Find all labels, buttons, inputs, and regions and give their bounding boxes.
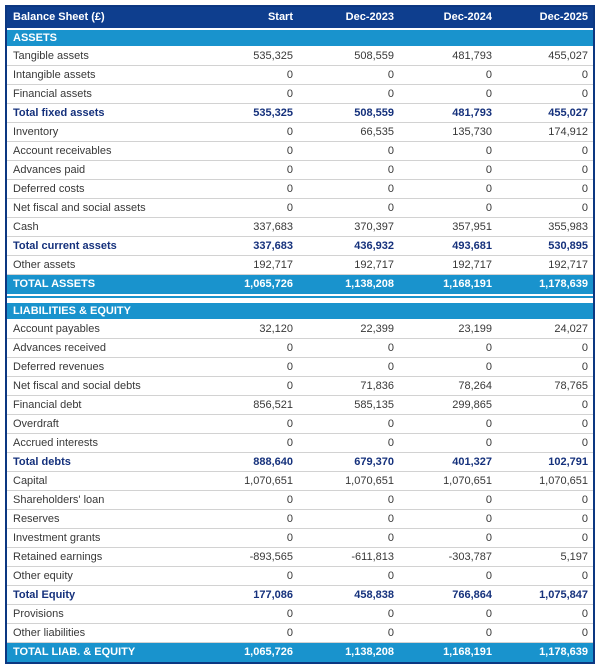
row-label: Financial assets bbox=[13, 88, 92, 100]
row-label: Tangible assets bbox=[13, 50, 89, 62]
cell-value-start: 0 bbox=[286, 164, 293, 176]
subtotal-row bbox=[7, 104, 593, 123]
cell-value-start: 337,683 bbox=[253, 221, 293, 233]
cell-value-dec-2024: 0 bbox=[485, 570, 492, 582]
cell-value-dec-2023: 0 bbox=[387, 69, 394, 81]
row-label: Reserves bbox=[13, 513, 60, 525]
cell-value-dec-2025: 0 bbox=[581, 361, 588, 373]
table-row bbox=[7, 548, 593, 567]
cell-value-dec-2025: 192,717 bbox=[548, 259, 588, 271]
cell-value-dec-2025: 0 bbox=[581, 627, 588, 639]
table-row bbox=[7, 320, 593, 339]
column-header-dec-2024: Dec-2024 bbox=[443, 12, 492, 23]
table-row bbox=[7, 142, 593, 161]
cell-value-dec-2023: 0 bbox=[387, 570, 394, 582]
cell-value-dec-2023: 508,559 bbox=[354, 107, 394, 119]
grand-total-row bbox=[7, 643, 593, 662]
table-title: Balance Sheet (£) bbox=[13, 12, 105, 23]
cell-value-start: 0 bbox=[286, 532, 293, 544]
cell-value-dec-2024: 766,864 bbox=[452, 589, 492, 601]
table-row bbox=[7, 358, 593, 377]
cell-value-dec-2024: 0 bbox=[485, 494, 492, 506]
table-header-row bbox=[7, 7, 593, 28]
cell-value-dec-2024: 23,199 bbox=[458, 323, 492, 335]
cell-value-dec-2024: 0 bbox=[485, 361, 492, 373]
cell-value-dec-2023: 0 bbox=[387, 88, 394, 100]
row-label: Deferred revenues bbox=[13, 361, 105, 373]
row-label: Other equity bbox=[13, 570, 73, 582]
subtotal-row bbox=[7, 586, 593, 605]
cell-value-dec-2024: 0 bbox=[485, 69, 492, 81]
row-label: Accrued interests bbox=[13, 437, 98, 449]
cell-value-dec-2025: 0 bbox=[581, 202, 588, 214]
cell-value-dec-2024: 135,730 bbox=[452, 126, 492, 138]
cell-value-dec-2023: 0 bbox=[387, 437, 394, 449]
cell-value-dec-2025: 0 bbox=[581, 399, 588, 411]
cell-value-dec-2025: 1,178,639 bbox=[539, 647, 588, 658]
cell-value-dec-2023: 0 bbox=[387, 202, 394, 214]
cell-value-dec-2023: 71,836 bbox=[360, 380, 394, 392]
cell-value-start: 535,325 bbox=[253, 50, 293, 62]
cell-value-start: 856,521 bbox=[253, 399, 293, 411]
cell-value-dec-2025: 5,197 bbox=[560, 551, 588, 563]
cell-value-dec-2023: -611,813 bbox=[351, 551, 394, 563]
row-label: Advances paid bbox=[13, 164, 86, 176]
row-label: Other liabilities bbox=[13, 627, 86, 639]
cell-value-start: 0 bbox=[286, 494, 293, 506]
section-header-row bbox=[7, 303, 593, 319]
cell-value-dec-2023: 585,135 bbox=[354, 399, 394, 411]
row-label: Inventory bbox=[13, 126, 59, 138]
cell-value-dec-2024: 299,865 bbox=[452, 399, 492, 411]
cell-value-dec-2024: 1,168,191 bbox=[443, 647, 492, 658]
cell-value-dec-2025: 0 bbox=[581, 183, 588, 195]
table-row bbox=[7, 256, 593, 275]
table-row bbox=[7, 415, 593, 434]
cell-value-start: 888,640 bbox=[253, 456, 293, 468]
cell-value-start: 0 bbox=[286, 88, 293, 100]
row-label: Overdraft bbox=[13, 418, 59, 430]
cell-value-dec-2025: 0 bbox=[581, 145, 588, 157]
cell-value-dec-2023: 0 bbox=[387, 164, 394, 176]
cell-value-dec-2023: 0 bbox=[387, 494, 394, 506]
row-label: Net fiscal and social debts bbox=[13, 380, 141, 392]
cell-value-dec-2024: 481,793 bbox=[452, 107, 492, 119]
cell-value-start: 0 bbox=[286, 69, 293, 81]
cell-value-dec-2025: 0 bbox=[581, 164, 588, 176]
table-row bbox=[7, 199, 593, 218]
table-row bbox=[7, 624, 593, 643]
table-row bbox=[7, 434, 593, 453]
table-row bbox=[7, 180, 593, 199]
cell-value-dec-2023: 508,559 bbox=[354, 50, 394, 62]
cell-value-start: 0 bbox=[286, 202, 293, 214]
cell-value-dec-2024: 0 bbox=[485, 608, 492, 620]
cell-value-dec-2025: 24,027 bbox=[554, 323, 588, 335]
cell-value-start: 0 bbox=[286, 418, 293, 430]
cell-value-dec-2024: 357,951 bbox=[452, 221, 492, 233]
cell-value-dec-2024: 78,264 bbox=[458, 380, 492, 392]
row-label: Financial debt bbox=[13, 399, 82, 411]
column-header-start: Start bbox=[267, 12, 293, 23]
table-row bbox=[7, 47, 593, 66]
cell-value-start: 1,065,726 bbox=[244, 279, 293, 290]
cell-value-dec-2024: 0 bbox=[485, 513, 492, 525]
cell-value-dec-2024: 481,793 bbox=[452, 50, 492, 62]
row-label: ASSETS bbox=[13, 32, 58, 44]
table-row bbox=[7, 66, 593, 85]
cell-value-start: 0 bbox=[286, 145, 293, 157]
row-label: TOTAL ASSETS bbox=[13, 279, 96, 290]
cell-value-dec-2024: 0 bbox=[485, 145, 492, 157]
cell-value-dec-2025: 0 bbox=[581, 437, 588, 449]
cell-value-start: 0 bbox=[286, 608, 293, 620]
table-row bbox=[7, 161, 593, 180]
cell-value-dec-2025: 0 bbox=[581, 418, 588, 430]
cell-value-dec-2025: 1,075,847 bbox=[539, 589, 588, 601]
cell-value-dec-2025: 0 bbox=[581, 494, 588, 506]
row-label: Total fixed assets bbox=[13, 107, 105, 119]
cell-value-dec-2023: 0 bbox=[387, 513, 394, 525]
row-label: Capital bbox=[13, 475, 48, 487]
table-row bbox=[7, 605, 593, 624]
cell-value-dec-2024: 493,681 bbox=[452, 240, 492, 252]
column-header-dec-2023: Dec-2023 bbox=[345, 12, 394, 23]
cell-value-start: 0 bbox=[286, 361, 293, 373]
cell-value-start: 0 bbox=[286, 627, 293, 639]
cell-value-dec-2024: 192,717 bbox=[452, 259, 492, 271]
cell-value-dec-2024: 401,327 bbox=[452, 456, 492, 468]
cell-value-dec-2024: 0 bbox=[485, 342, 492, 354]
row-label: Other assets bbox=[13, 259, 76, 271]
cell-value-dec-2023: 0 bbox=[387, 418, 394, 430]
table-row bbox=[7, 510, 593, 529]
cell-value-dec-2025: 102,791 bbox=[548, 456, 588, 468]
cell-value-start: 177,086 bbox=[253, 589, 293, 601]
cell-value-start: 1,070,651 bbox=[244, 475, 293, 487]
cell-value-dec-2023: 0 bbox=[387, 183, 394, 195]
cell-value-dec-2023: 679,370 bbox=[354, 456, 394, 468]
section-header-row bbox=[7, 30, 593, 46]
cell-value-dec-2025: 0 bbox=[581, 570, 588, 582]
cell-value-dec-2024: 0 bbox=[485, 418, 492, 430]
cell-value-dec-2025: 1,178,639 bbox=[539, 279, 588, 290]
table-row bbox=[7, 339, 593, 358]
table-row bbox=[7, 85, 593, 104]
row-label: Investment grants bbox=[13, 532, 101, 544]
cell-value-dec-2023: 0 bbox=[387, 627, 394, 639]
cell-value-dec-2023: 22,399 bbox=[360, 323, 394, 335]
cell-value-dec-2023: 66,535 bbox=[360, 126, 394, 138]
cell-value-start: 0 bbox=[286, 342, 293, 354]
cell-value-dec-2023: 0 bbox=[387, 145, 394, 157]
cell-value-dec-2023: 1,070,651 bbox=[345, 475, 394, 487]
cell-value-dec-2025: 174,912 bbox=[548, 126, 588, 138]
row-label: Retained earnings bbox=[13, 551, 103, 563]
cell-value-dec-2024: 0 bbox=[485, 183, 492, 195]
row-label: Provisions bbox=[13, 608, 64, 620]
cell-value-dec-2023: 192,717 bbox=[354, 259, 394, 271]
row-label: Net fiscal and social assets bbox=[13, 202, 146, 214]
row-label: TOTAL LIAB. & EQUITY bbox=[13, 647, 136, 658]
cell-value-dec-2023: 0 bbox=[387, 608, 394, 620]
cell-value-start: 337,683 bbox=[253, 240, 293, 252]
cell-value-dec-2025: 0 bbox=[581, 69, 588, 81]
row-label: Total Equity bbox=[13, 589, 76, 601]
cell-value-start: 0 bbox=[286, 570, 293, 582]
row-label: Total debts bbox=[13, 456, 71, 468]
table-row bbox=[7, 123, 593, 142]
cell-value-dec-2023: 458,838 bbox=[354, 589, 394, 601]
column-header-dec-2025: Dec-2025 bbox=[539, 12, 588, 23]
cell-value-start: 1,065,726 bbox=[244, 647, 293, 658]
subtotal-row bbox=[7, 453, 593, 472]
grand-total-row bbox=[7, 275, 593, 294]
table-row bbox=[7, 491, 593, 510]
row-label: Shareholders' loan bbox=[13, 494, 105, 506]
cell-value-start: 0 bbox=[286, 183, 293, 195]
cell-value-dec-2023: 0 bbox=[387, 361, 394, 373]
cell-value-dec-2025: 0 bbox=[581, 532, 588, 544]
cell-value-dec-2025: 1,070,651 bbox=[539, 475, 588, 487]
section-gap bbox=[7, 294, 593, 303]
cell-value-dec-2025: 0 bbox=[581, 608, 588, 620]
table-row bbox=[7, 218, 593, 237]
cell-value-dec-2025: 530,895 bbox=[548, 240, 588, 252]
cell-value-dec-2023: 0 bbox=[387, 532, 394, 544]
cell-value-dec-2023: 370,397 bbox=[354, 221, 394, 233]
cell-value-dec-2023: 436,932 bbox=[354, 240, 394, 252]
cell-value-dec-2023: 0 bbox=[387, 342, 394, 354]
row-label: Cash bbox=[13, 221, 39, 233]
cell-value-dec-2024: 0 bbox=[485, 532, 492, 544]
table-row bbox=[7, 377, 593, 396]
cell-value-dec-2024: 0 bbox=[485, 202, 492, 214]
cell-value-dec-2025: 0 bbox=[581, 342, 588, 354]
cell-value-dec-2025: 455,027 bbox=[548, 107, 588, 119]
cell-value-dec-2025: 0 bbox=[581, 88, 588, 100]
cell-value-dec-2024: -303,787 bbox=[448, 551, 492, 563]
cell-value-start: -893,565 bbox=[249, 551, 293, 563]
cell-value-dec-2025: 78,765 bbox=[554, 380, 588, 392]
row-label: Account payables bbox=[13, 323, 100, 335]
cell-value-start: 192,717 bbox=[253, 259, 293, 271]
table-row bbox=[7, 472, 593, 491]
cell-value-dec-2024: 0 bbox=[485, 164, 492, 176]
cell-value-start: 535,325 bbox=[253, 107, 293, 119]
table-row bbox=[7, 529, 593, 548]
cell-value-dec-2025: 0 bbox=[581, 513, 588, 525]
cell-value-start: 0 bbox=[286, 437, 293, 449]
row-label: Account receivables bbox=[13, 145, 112, 157]
row-label: Deferred costs bbox=[13, 183, 85, 195]
cell-value-dec-2024: 0 bbox=[485, 437, 492, 449]
balance-sheet-table bbox=[5, 5, 595, 664]
row-label: Total current assets bbox=[13, 240, 117, 252]
cell-value-dec-2024: 1,070,651 bbox=[443, 475, 492, 487]
subtotal-row bbox=[7, 237, 593, 256]
cell-value-dec-2024: 0 bbox=[485, 627, 492, 639]
cell-value-dec-2025: 455,027 bbox=[548, 50, 588, 62]
cell-value-start: 0 bbox=[286, 126, 293, 138]
cell-value-dec-2023: 1,138,208 bbox=[345, 647, 394, 658]
cell-value-start: 32,120 bbox=[259, 323, 293, 335]
row-label: Intangible assets bbox=[13, 69, 96, 81]
table-row bbox=[7, 396, 593, 415]
cell-value-start: 0 bbox=[286, 380, 293, 392]
cell-value-dec-2023: 1,138,208 bbox=[345, 279, 394, 290]
row-label: LIABILITIES & EQUITY bbox=[13, 305, 131, 317]
table-row bbox=[7, 567, 593, 586]
table-body bbox=[7, 30, 593, 662]
cell-value-dec-2024: 1,168,191 bbox=[443, 279, 492, 290]
row-label: Advances received bbox=[13, 342, 106, 354]
cell-value-dec-2024: 0 bbox=[485, 88, 492, 100]
cell-value-start: 0 bbox=[286, 513, 293, 525]
cell-value-dec-2025: 355,983 bbox=[548, 221, 588, 233]
